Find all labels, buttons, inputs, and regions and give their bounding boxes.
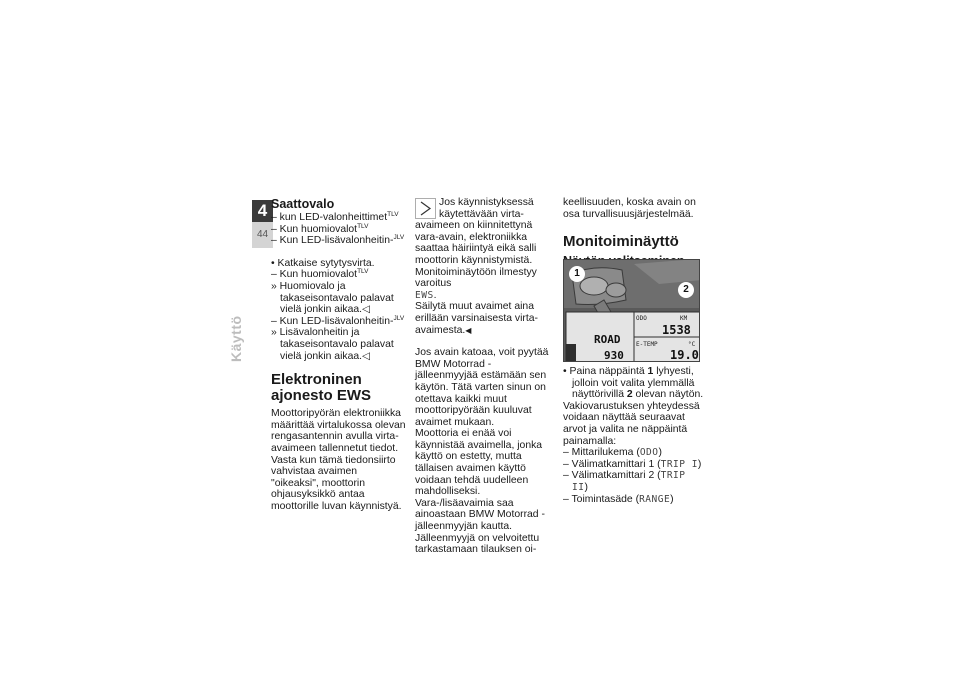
instrument-figure (563, 259, 700, 362)
lcd-road-label: ROAD (594, 333, 621, 346)
list-item: – Kun huomiovalot$^{TLV}$ (271, 222, 369, 235)
lcd-odo-label: ODO (636, 315, 647, 322)
heading-saattovalo: Saattovalo (271, 197, 335, 211)
result-item: » Huomiovalo ja takaseisontavalo palavat vielä jonkin aikaa.◁ (271, 280, 394, 316)
lcd-temp-unit: °C (688, 341, 696, 348)
callout-2: 2 (678, 282, 694, 298)
continued-text: keellisuuden, koska avain on osa turvallisuusjärjestelmää. (563, 197, 696, 220)
column-1 (271, 197, 407, 512)
paragraph-lost-key: Jos avain katoaa, voit pyytää BMW Motorrad -jälleenmyyjää estämään sen käytön. Tätä varten sinun on otettava kaikki muut moottoripyörään kuuluvat avaimet mukaan. (415, 347, 549, 428)
note-triangle-icon (415, 198, 436, 219)
page-number: 44 (252, 222, 273, 248)
list-item: – Mittarilukema (ODO) (563, 447, 662, 459)
column-2 (415, 197, 552, 556)
column-3-lower (563, 366, 704, 505)
end-mark-icon: ◀ (465, 325, 472, 335)
list-item: – Kun LED-lisävalonheitin-$^{JLV}$ (271, 234, 405, 247)
list-item: – Välimatkamittari 2 (TRIP II) (563, 470, 686, 493)
action-bullet: • Katkaise sytytysvirta. (271, 257, 375, 269)
list-item: – Kun LED-lisävalonheitin-$^{JLV}$ (271, 314, 405, 327)
ews-paragraph: Moottoripyörän elektroniikka määrittää virtalukossa olevan rengasantennin avulla virtaavaimeen tallennetut tiedot. Vasta kun tämä tiedonsiirto vahvistaa avaimen "oikeaksi", moottorin ohjausyksikkö antaa moottorille luvan käynnistyä. (271, 408, 406, 512)
action-bullet: • Paina näppäintä 1 lyhyesti, jolloin voit valita ylemmällä näyttörivillä 2 olevan näytön. (563, 366, 704, 401)
heading-monitoiminaytto: Monitoiminäyttö (563, 233, 679, 251)
heading-ews: Elektroninen ajonesto EWS (271, 371, 372, 405)
list-item: – Toimintasäde (RANGE) (563, 493, 674, 505)
lcd-km-unit: KM (680, 315, 688, 322)
lcd-odo-value: 1538 (662, 323, 691, 337)
lcd-road-value: 930 (604, 349, 624, 362)
ews-code: EWS (415, 289, 434, 301)
paragraph-spare-keys: Vara-/lisäavaimia saa ainoastaan BMW Motorrad -jälleenmyyjän kautta. Jälleenmyyjä on velvoitettu tarkastamaan tilauksen oi- (415, 497, 545, 556)
note-text-2: Säilytä muut avaimet aina erillään varsinaisesta virta-avaimesta.◀ (415, 301, 539, 336)
paragraph-blocked-key: Moottoria ei enää voi käynnistää avaimella, jonka käyttö on estetty, mutta tällaisen avaimen käyttö voidaan tehdä uudelleen mahdolliseksi. (415, 428, 543, 498)
chapter-side-label: Käyttö (228, 315, 244, 362)
chapter-tab (252, 200, 273, 248)
chapter-number: 4 (252, 200, 273, 222)
list-item: – Välimatkamittari 1 (TRIP I) (563, 458, 702, 470)
lcd-temp-value: 19.0 (670, 348, 699, 362)
callout-1: 1 (569, 266, 585, 282)
list-item: – Kun huomiovalot$^{TLV}$ (271, 268, 369, 281)
note-text: Jos käynnistyksessä käytettävään virta-avaimeen on kiinnitettynä vara-avain, elektroniikka saattaa häiriintyä eikä salli moottorin käynnistymistä. Monitoiminäytöön ilmestyy varoitus (415, 197, 537, 290)
result-item: » Lisävalonheitin ja takaseisontavalo palavat vielä jonkin aikaa.◁ (271, 327, 394, 362)
note-block: Jos käynnistyksessä käytettävään virta-avaimeen on kiinnitettynä vara-avain, elektroniikka saattaa häiriintyä eikä salli moottorin käynnistymistä. Monitoiminäytöön ilmestyy varoitus EWS. Säilytä muut avaimet aina erillään varsinaisesta virta-avaimesta.◀ (415, 197, 552, 336)
lcd-etemp-label: E-TEMP (636, 341, 658, 348)
list-item: – kun LED-valonheittimet$^{TLV}$ (271, 211, 399, 223)
paragraph-values: Vakiovarustuksen yhteydessä voidaan näyttää seuraavat arvot ja valita ne näppäintä painamalla: (563, 400, 700, 447)
